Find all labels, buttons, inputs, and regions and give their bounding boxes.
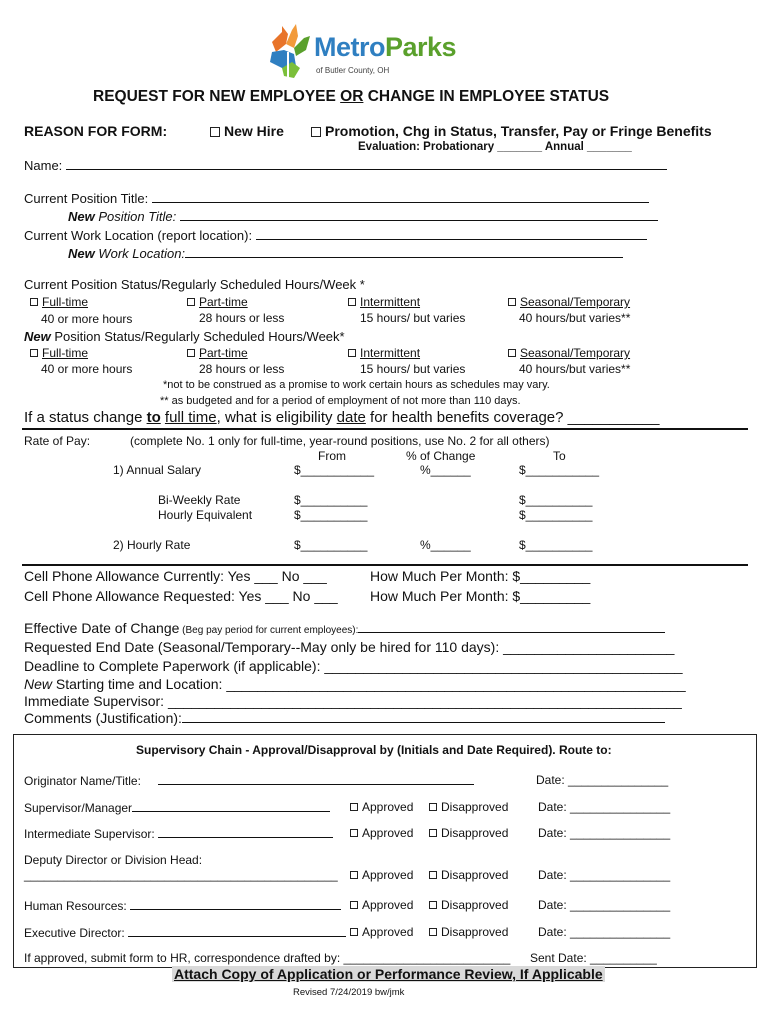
pay-col-from: From — [318, 449, 346, 463]
new-intermittent-option[interactable]: Intermittent — [348, 346, 420, 360]
annual-to-field[interactable]: $___________ — [519, 463, 600, 477]
intermediate-supervisor-field[interactable]: Intermediate Supervisor: — [24, 826, 333, 841]
submit-to-hr-field[interactable]: If approved, submit form to HR, correspondence drafted by: _________________________ — [24, 951, 511, 965]
supervisor-disapproved-checkbox[interactable]: Disapproved — [429, 800, 508, 814]
deputy-date[interactable]: Date: _______________ — [538, 868, 671, 882]
hr-disapproved-checkbox[interactable]: Disapproved — [429, 898, 508, 912]
hourly-to-field[interactable]: $__________ — [519, 538, 593, 552]
cell-how-much-current[interactable]: How Much Per Month: $_________ — [370, 568, 591, 584]
attach-copy-note: Attach Copy of Application or Performance Review, If Applicable — [174, 966, 603, 982]
intermediate-date[interactable]: Date: _______________ — [538, 826, 671, 840]
intermediate-approved-checkbox[interactable]: Approved — [350, 826, 413, 840]
hourly-eq-to-field[interactable]: $__________ — [519, 508, 593, 522]
reason-label: REASON FOR FORM: — [24, 123, 168, 139]
eligibility-divider — [22, 428, 748, 430]
pay-divider — [22, 564, 748, 566]
hourly-from-field[interactable]: $__________ — [294, 538, 368, 552]
new-starting-time-field[interactable]: New Starting time and Location: ___________________________________________________________ — [24, 676, 686, 692]
annual-from-field[interactable]: $___________ — [294, 463, 375, 477]
new-fulltime-option[interactable]: Full-time — [30, 346, 88, 360]
annual-salary-label: 1) Annual Salary — [113, 463, 202, 477]
ed-disapproved-checkbox[interactable]: Disapproved — [429, 925, 508, 939]
biweekly-label: Bi-Weekly Rate — [158, 493, 241, 507]
requested-end-date-field[interactable]: Requested End Date (Seasonal/Temporary--May only be hired for 110 days): ______________________ — [24, 639, 675, 655]
form-title: REQUEST FOR NEW EMPLOYEE OR CHANGE IN EMPLOYEE STATUS — [93, 88, 610, 105]
current-status-heading: Current Position Status/Regularly Scheduled Hours/Week * — [24, 277, 365, 292]
current-intermittent-hours: 15 hours/ but varies — [360, 311, 466, 325]
logo-tagline: of Butler County, OH — [316, 66, 390, 75]
supervisor-date[interactable]: Date: _______________ — [538, 800, 671, 814]
pay-col-change: % of Change — [406, 449, 476, 463]
sent-date-field[interactable]: Sent Date: __________ — [530, 951, 657, 965]
human-resources-field[interactable]: Human Resources: — [24, 898, 341, 913]
new-seasonal-option[interactable]: Seasonal/Temporary — [508, 346, 630, 360]
current-seasonal-hours: 40 hours/but varies** — [519, 311, 631, 325]
deputy-director-field[interactable]: _______________________________________________ — [24, 868, 338, 882]
deputy-approved-checkbox[interactable]: Approved — [350, 868, 413, 882]
name-field[interactable]: Name: — [24, 158, 667, 173]
intermediate-disapproved-checkbox[interactable]: Disapproved — [429, 826, 508, 840]
rate-of-pay-label: Rate of Pay: — [24, 434, 91, 448]
biweekly-to-field[interactable]: $__________ — [519, 493, 593, 507]
hourly-eq-from-field[interactable]: $__________ — [294, 508, 368, 522]
new-parttime-option[interactable]: Part-time — [187, 346, 248, 360]
hr-approved-checkbox[interactable]: Approved — [350, 898, 413, 912]
new-parttime-hours: 28 hours or less — [199, 362, 285, 376]
originator-field[interactable]: Originator Name/Title: — [24, 773, 474, 788]
current-seasonal-option[interactable]: Seasonal/Temporary — [508, 295, 630, 309]
originator-date[interactable]: Date: _______________ — [536, 773, 669, 787]
comments-field[interactable]: Comments (Justification): — [24, 710, 665, 726]
effective-date-field[interactable]: Effective Date of Change (Beg pay period for current employees): — [24, 620, 665, 636]
logo-metro: Metro — [314, 32, 385, 62]
metroparks-logo — [266, 22, 486, 82]
supervisor-approved-checkbox[interactable]: Approved — [350, 800, 413, 814]
chain-heading: Supervisory Chain - Approval/Disapproval by (Initials and Date Required). Route to: — [136, 743, 612, 757]
cell-allowance-requested[interactable]: Cell Phone Allowance Requested: Yes ___ No ___ — [24, 588, 338, 604]
new-intermittent-hours: 15 hours/ but varies — [360, 362, 466, 376]
new-status-heading: New Position Status/Regularly Scheduled Hours/Week* — [24, 329, 345, 344]
eligibility-question[interactable]: If a status change to full time, what is eligibility date for health benefits coverage? ___________ — [24, 409, 660, 426]
leaf-icon — [266, 22, 312, 80]
current-intermittent-option[interactable]: Intermittent — [348, 295, 420, 309]
immediate-supervisor-field[interactable]: Immediate Supervisor: __________________________________________________________________ — [24, 693, 682, 709]
deputy-director-label: Deputy Director or Division Head: — [24, 853, 203, 867]
hourly-equivalent-label: Hourly Equivalent — [158, 508, 253, 522]
current-parttime-hours: 28 hours or less — [199, 311, 285, 325]
ed-date[interactable]: Date: _______________ — [538, 925, 671, 939]
hr-date[interactable]: Date: _______________ — [538, 898, 671, 912]
new-hire-checkbox[interactable]: New Hire — [210, 123, 284, 139]
logo-parks: Parks — [385, 32, 457, 62]
current-location-field[interactable]: Current Work Location (report location): — [24, 228, 647, 243]
current-parttime-option[interactable]: Part-time — [187, 295, 248, 309]
current-fulltime-hours: 40 or more hours — [41, 312, 133, 326]
supervisor-manager-field[interactable]: Supervisor/Manager — [24, 800, 330, 815]
revised-footer: Revised 7/24/2019 bw/jmk — [293, 987, 405, 998]
current-title-field[interactable]: Current Position Title: — [24, 191, 649, 206]
evaluation-field[interactable]: Evaluation: Probationary _______ Annual _______ — [358, 141, 632, 153]
pay-col-to: To — [553, 449, 566, 463]
cell-allowance-current[interactable]: Cell Phone Allowance Currently: Yes ___ No ___ — [24, 568, 327, 584]
current-fulltime-option[interactable]: Full-time — [30, 295, 88, 309]
new-location-field[interactable]: New Work Location: — [68, 246, 623, 261]
cell-how-much-requested[interactable]: How Much Per Month: $_________ — [370, 588, 591, 604]
deputy-disapproved-checkbox[interactable]: Disapproved — [429, 868, 508, 882]
new-title-field[interactable]: New Position Title: — [68, 209, 658, 224]
hourly-rate-label: 2) Hourly Rate — [113, 538, 191, 552]
promotion-checkbox[interactable]: Promotion, Chg in Status, Transfer, Pay or Fringe Benefits — [311, 123, 712, 139]
annual-change-field[interactable]: %______ — [420, 463, 471, 477]
deadline-field[interactable]: Deadline to Complete Paperwork (if applicable): ______________________________________________ — [24, 658, 683, 674]
hourly-change-field[interactable]: %______ — [420, 538, 471, 552]
status-note-1: *not to be construed as a promise to work certain hours as schedules may vary. — [163, 379, 550, 391]
biweekly-from-field[interactable]: $__________ — [294, 493, 368, 507]
new-fulltime-hours: 40 or more hours — [41, 362, 133, 376]
pay-instructions: (complete No. 1 only for full-time, year-round positions, use No. 2 for all others) — [130, 434, 550, 448]
status-note-2: ** as budgeted and for a period of employment of not more than 110 days. — [160, 395, 521, 407]
executive-director-field[interactable]: Executive Director: — [24, 925, 346, 940]
ed-approved-checkbox[interactable]: Approved — [350, 925, 413, 939]
new-seasonal-hours: 40 hours/but varies** — [519, 362, 631, 376]
